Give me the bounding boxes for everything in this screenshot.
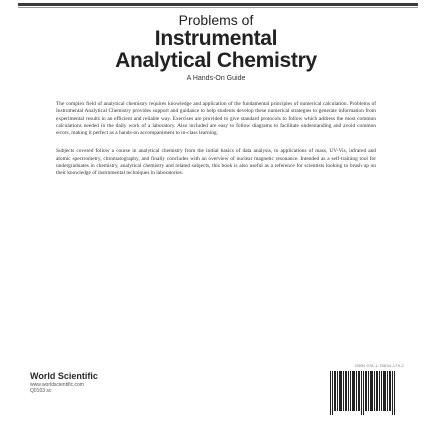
publisher-block: [30, 371, 98, 394]
subtitle: A Hands-On Guide: [186, 75, 246, 82]
publisher-name: World Scientific: [30, 371, 98, 381]
description-paragraph-1: The complex field of analytical chemistry requires knowledge and application of the fundamental principles of numerical calculation. Problems of Instrumental Analytical Chemistry provides support and guidance to help students develop these numerical strategies to generate information from experimental results in an efficient and reliable way. Exercises are provided to give standard protocols to follow which address the most common calculations needed in the daily work of a laboratory. Also included are easy to follow diagrams to facilitate understanding and avoid common errors, making it perfect as a hands-on accompaniment to in-class learning.: [56, 101, 376, 137]
title-line-1: Problems of: [178, 12, 254, 28]
barcode: [326, 363, 404, 421]
back-cover: [56, 12, 376, 178]
footer: [30, 363, 410, 423]
description-paragraph-2: Subjects covered follow a course in analytical chemistry from the initial basics of data analysis, to applications of mass, UV-Vis, infrared and atomic spectrometry, chromatography, and finally concludes with an overview of nuclear magnetic resonance. Intended as a self-training tool for undergraduates in chemistry, analytical chemistry and related subjects, this book is also useful as a reference for scientists looking to brush up on their knowledge of instrumental techniques in laboratories.: [56, 148, 376, 177]
barcode-label: ISBN 978-1-78634-179-2: [354, 363, 404, 368]
publisher-code: Q0103 sc: [30, 388, 52, 394]
title-line-2: Instrumental: [154, 27, 278, 50]
title-block: [56, 12, 376, 83]
barcode-icon: [330, 371, 402, 419]
publisher-url: www.worldscientific.com: [30, 382, 84, 388]
top-rule: [18, 3, 418, 6]
title-line-3: Analytical Chemistry: [115, 49, 317, 72]
top-rule-thin: [18, 7, 418, 8]
